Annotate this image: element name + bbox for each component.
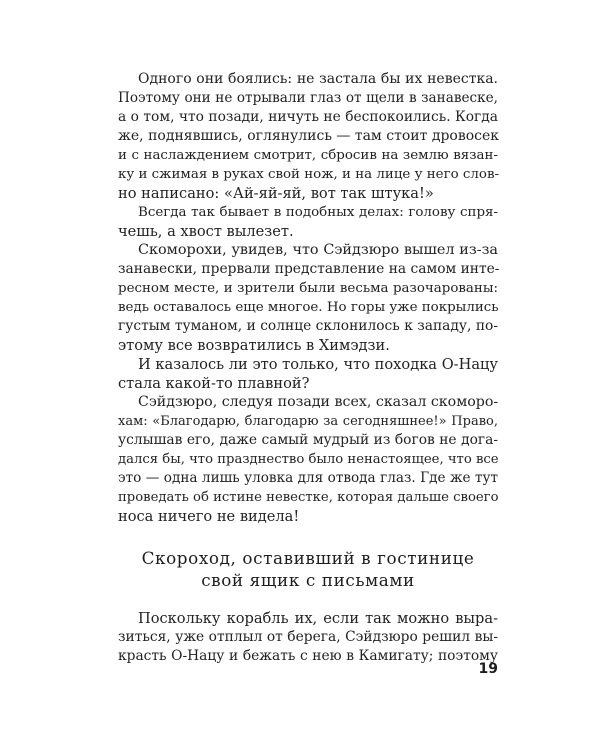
text-line: и с наслаждением смотрит, сбросив на землю вязан- (118, 148, 498, 163)
text-line: ку и сжимая в руках свой нож, и на лице у него слов- (118, 167, 500, 182)
text-line: ресном месте, и зрители были весьма разочарованы: (118, 281, 498, 296)
text-line: но написано: «Ай-яй-яй, вот так штука!» (118, 185, 434, 202)
text-line: Скоморохи, увидев, что Сэйдзюро вышел из-за (138, 242, 498, 258)
text-line: Поэтому они не отрывали глаз от щели в занавеске, (118, 90, 498, 106)
text-line: носа ничего не видела! (118, 508, 300, 525)
text-line: ведь оставалось еще многое. Но горы уже покрылись (118, 300, 499, 315)
text-line: занавески, прервали представление на самом инте- (118, 261, 500, 277)
text-line: услышав его, даже самый мудрый из богов не дога- (118, 432, 498, 448)
text-line: Всегда так бывает в подобных делах: голову спря- (138, 205, 498, 220)
text-line: а о том, что позади, ничуть не беспокоились. Когда (118, 109, 498, 125)
text-line: же, поднявшись, оглянулись — там стоит дровосек (118, 128, 500, 144)
text-line: зиться, уже отплыл от берега, Сэйдзюро решил вы- (118, 629, 498, 645)
text-line: Поскольку корабль их, если так можно выра- (138, 610, 498, 627)
chapter-heading-line: свой ящик с письмами (201, 570, 415, 590)
text-line: Сэйдзюро, следуя позади всех, сказал скоморо- (138, 394, 499, 410)
text-line: проведать об истине невестке, которая дальше своего (118, 490, 499, 505)
text-line: дался бы, что празднество было ненастоящее, что все (118, 452, 499, 467)
text-line: густым туманом, и солнце склонилось к западу, по- (118, 318, 498, 334)
text-line: этому все возвратились в Химэдзи. (118, 337, 390, 354)
text-line: это — одна лишь уловка для отвода глаз. Где же тут (118, 470, 498, 486)
text-line: чешь, а хвост вылезет. (118, 223, 294, 240)
chapter-heading-line: Скороход, оставивший в гостинице (141, 548, 475, 568)
page-number: 19 (478, 661, 498, 677)
text-line: И казалось ли это только, что походка О-Нацу (138, 356, 498, 373)
text-line: Одного они боялись: не застала бы их невестка. (138, 71, 498, 87)
text-line: стала какой-то плавной? (118, 375, 310, 392)
text-line: хам: «Благодарю, благодарю за сегодняшнее!» Право, (118, 414, 498, 429)
text-line: красть О-Нацу и бежать с нею в Камигату; поэтому (118, 648, 498, 664)
